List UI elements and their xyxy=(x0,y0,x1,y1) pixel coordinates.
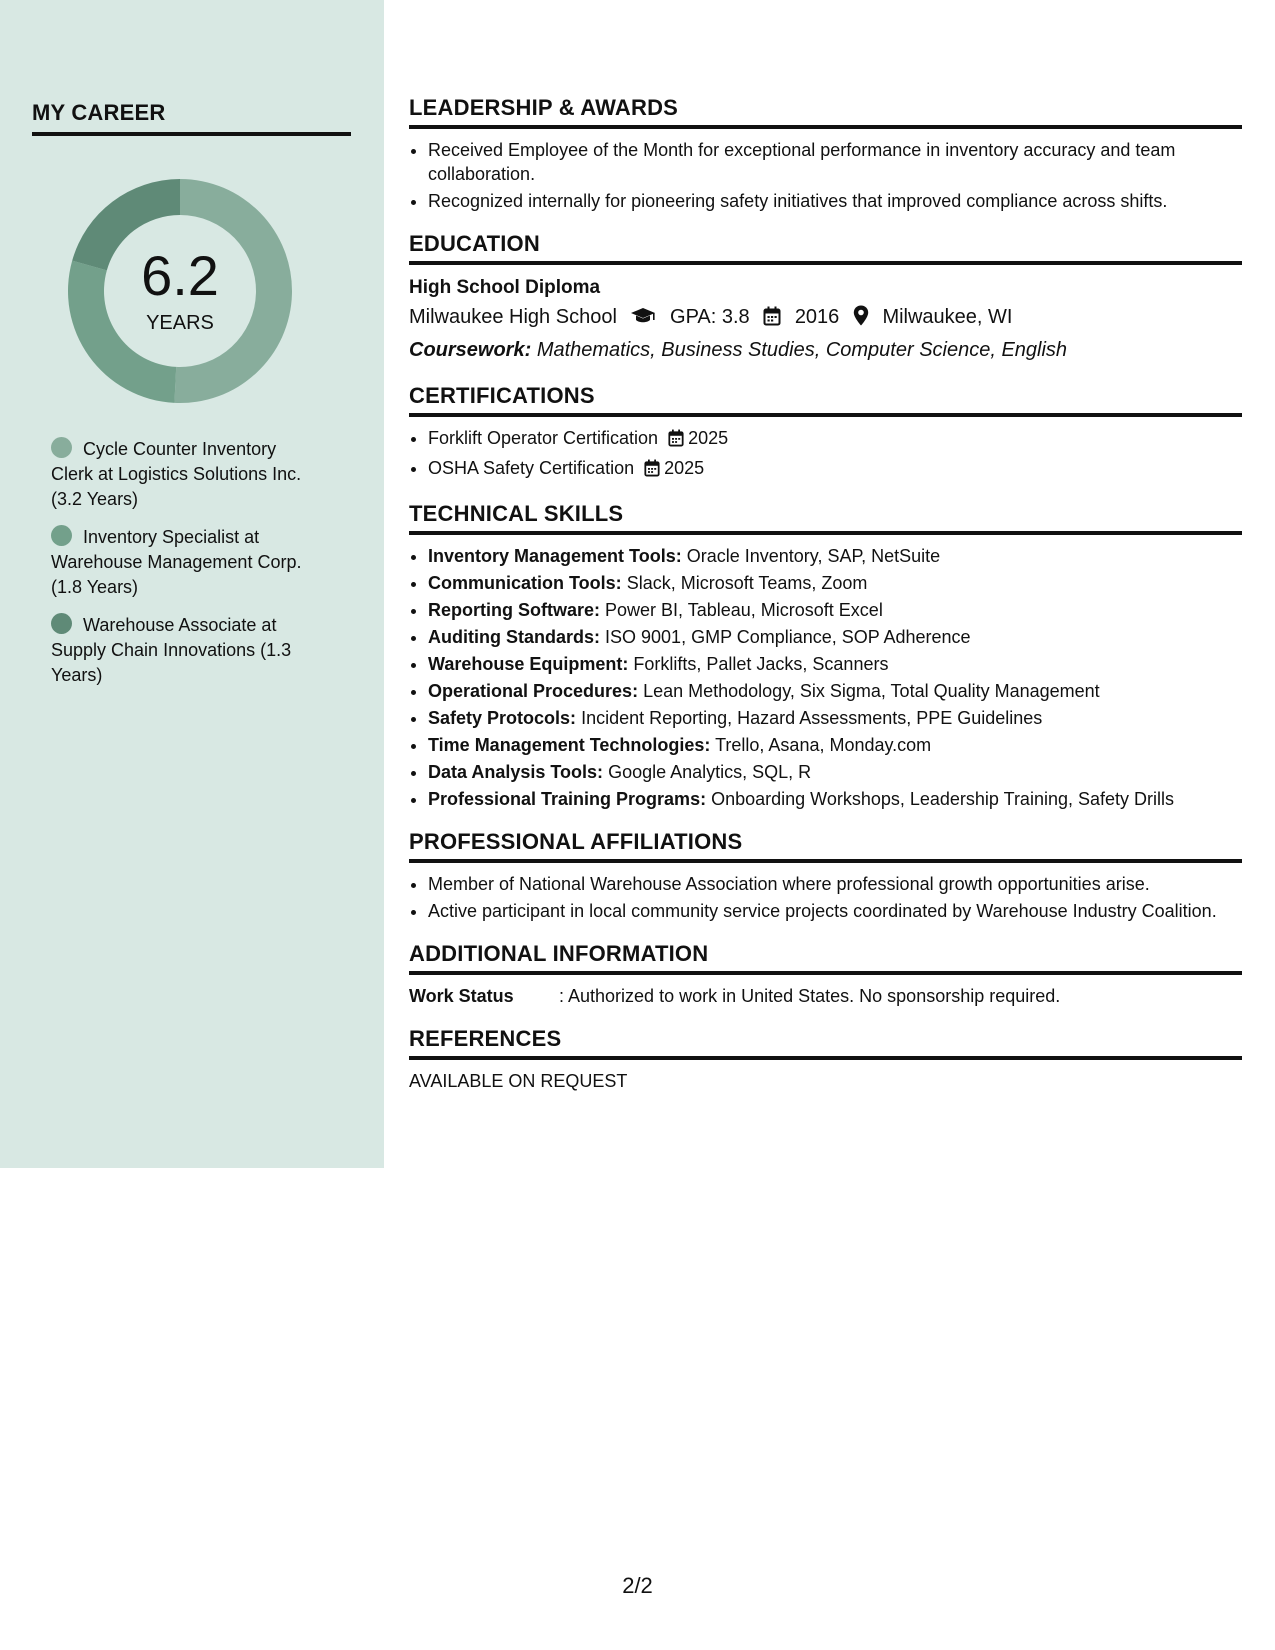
affiliations-section xyxy=(409,829,1242,923)
edu-location: Milwaukee, WI xyxy=(882,306,1013,328)
references-section xyxy=(409,1026,1242,1093)
calendar-icon xyxy=(763,305,781,335)
career-legend xyxy=(51,437,321,701)
list-item xyxy=(428,679,1242,703)
section-title: ADDITIONAL INFORMATION xyxy=(409,941,1242,975)
list-item: • Received Employee of the Month for exceptional performance in inventory accuracy and team collaboration. xyxy=(428,138,1242,186)
legend-item xyxy=(51,525,321,600)
skills-section xyxy=(409,501,1242,811)
edu-gpa: GPA: 3.8 xyxy=(670,306,750,328)
work-status-value: : Authorized to work in United States. No sponsorship required. xyxy=(559,986,1061,1006)
skill-label: Auditing Standards: xyxy=(428,627,600,647)
skill-label: Data Analysis Tools: xyxy=(428,762,604,782)
certifications-list xyxy=(409,426,1242,483)
legend-item xyxy=(51,437,321,512)
list-item: • Active participant in local community service projects coordinated by Warehouse Industry Coalition. xyxy=(428,899,1242,923)
skill-label: Reporting Software: xyxy=(428,600,601,620)
affiliations-list xyxy=(409,872,1242,923)
cert-year: 2025 xyxy=(664,458,705,478)
list-item: • Member of National Warehouse Association where professional growth opportunities arise. xyxy=(428,872,1242,896)
education-section xyxy=(409,231,1242,365)
skill-value: ISO 9001, GMP Compliance, SOP Adherence xyxy=(605,627,971,647)
skill-value: Oracle Inventory, SAP, NetSuite xyxy=(686,546,941,566)
skill-label: Operational Procedures: xyxy=(428,681,639,701)
skill-value: Lean Methodology, Six Sigma, Total Quality Management xyxy=(643,681,1100,701)
legend-dot xyxy=(51,525,72,546)
skill-label: Inventory Management Tools: xyxy=(428,546,682,566)
section-title: TECHNICAL SKILLS xyxy=(409,501,1242,535)
section-title: CERTIFICATIONS xyxy=(409,383,1242,417)
legend-label: Warehouse Associate at Supply Chain Innovations (1.3 Years) xyxy=(51,615,292,685)
references-text: AVAILABLE ON REQUEST xyxy=(409,1071,628,1091)
list-item xyxy=(428,760,1242,784)
career-title: MY CAREER xyxy=(32,100,351,136)
skill-value: Forklifts, Pallet Jacks, Scanners xyxy=(633,654,889,674)
list-item xyxy=(428,544,1242,568)
legend-dot xyxy=(51,437,72,458)
edu-year: 2016 xyxy=(794,306,840,328)
list-item xyxy=(428,598,1242,622)
skill-label: Communication Tools: xyxy=(428,573,622,593)
career-donut-chart xyxy=(67,178,293,404)
cert-name: OSHA Safety Certification xyxy=(428,458,635,478)
legend-label: Cycle Counter Inventory Clerk at Logistics Solutions Inc. (3.2 Years) xyxy=(51,439,302,509)
list-item xyxy=(428,571,1242,595)
legend-item xyxy=(51,613,321,688)
total-years-value: 6.2 xyxy=(141,244,219,307)
coursework-label: Coursework: xyxy=(409,339,532,361)
section-title: PROFESSIONAL AFFILIATIONS xyxy=(409,829,1242,863)
skill-label: Warehouse Equipment: xyxy=(428,654,629,674)
edu-details xyxy=(409,302,1242,335)
skill-value: Onboarding Workshops, Leadership Training, Safety Drills xyxy=(711,789,1174,809)
skills-list xyxy=(409,544,1242,811)
page-number: 2/2 xyxy=(622,1573,653,1598)
section-title: LEADERSHIP & AWARDS xyxy=(409,95,1242,129)
skill-label: Safety Protocols: xyxy=(428,708,577,728)
donut-center xyxy=(67,178,293,404)
section-title: EDUCATION xyxy=(409,231,1242,265)
work-status-label: Work Status xyxy=(409,986,514,1006)
graduation-cap-icon xyxy=(630,305,656,335)
leadership-list xyxy=(409,138,1242,213)
list-item xyxy=(428,733,1242,757)
list-item xyxy=(428,625,1242,649)
leadership-section xyxy=(409,95,1242,213)
skill-label: Time Management Technologies: xyxy=(428,735,711,755)
calendar-icon xyxy=(668,429,684,453)
list-item: • Recognized internally for pioneering safety initiatives that improved compliance across shifts. xyxy=(428,189,1242,213)
map-pin-icon xyxy=(853,305,869,335)
list-item xyxy=(428,456,1242,483)
sidebar xyxy=(0,0,384,1168)
work-status-row xyxy=(409,984,1242,1008)
calendar-icon xyxy=(644,459,660,483)
edu-school: Milwaukee High School xyxy=(409,306,617,328)
list-item xyxy=(428,652,1242,676)
skill-value: Google Analytics, SQL, R xyxy=(608,762,812,782)
coursework-value: Mathematics, Business Studies, Computer Science, English xyxy=(536,339,1068,361)
legend-dot xyxy=(51,613,72,634)
cert-year: 2025 xyxy=(688,428,729,448)
list-item xyxy=(428,787,1242,811)
certifications-section xyxy=(409,383,1242,483)
main-content xyxy=(409,95,1242,1111)
skill-value: Slack, Microsoft Teams, Zoom xyxy=(626,573,868,593)
additional-info-section xyxy=(409,941,1242,1008)
skill-value: Trello, Asana, Monday.com xyxy=(715,735,932,755)
edu-degree: High School Diploma xyxy=(409,277,601,298)
section-title: REFERENCES xyxy=(409,1026,1242,1060)
cert-name: Forklift Operator Certification xyxy=(428,428,659,448)
total-years-unit: YEARS xyxy=(146,312,214,334)
skill-value: Incident Reporting, Hazard Assessments, PPE Guidelines xyxy=(581,708,1043,728)
skill-label: Professional Training Programs: xyxy=(428,789,707,809)
list-item xyxy=(428,426,1242,453)
legend-label: Inventory Specialist at Warehouse Management Corp. (1.8 Years) xyxy=(51,527,302,597)
edu-coursework xyxy=(409,335,1242,365)
list-item xyxy=(428,706,1242,730)
skill-value: Power BI, Tableau, Microsoft Excel xyxy=(605,600,883,620)
